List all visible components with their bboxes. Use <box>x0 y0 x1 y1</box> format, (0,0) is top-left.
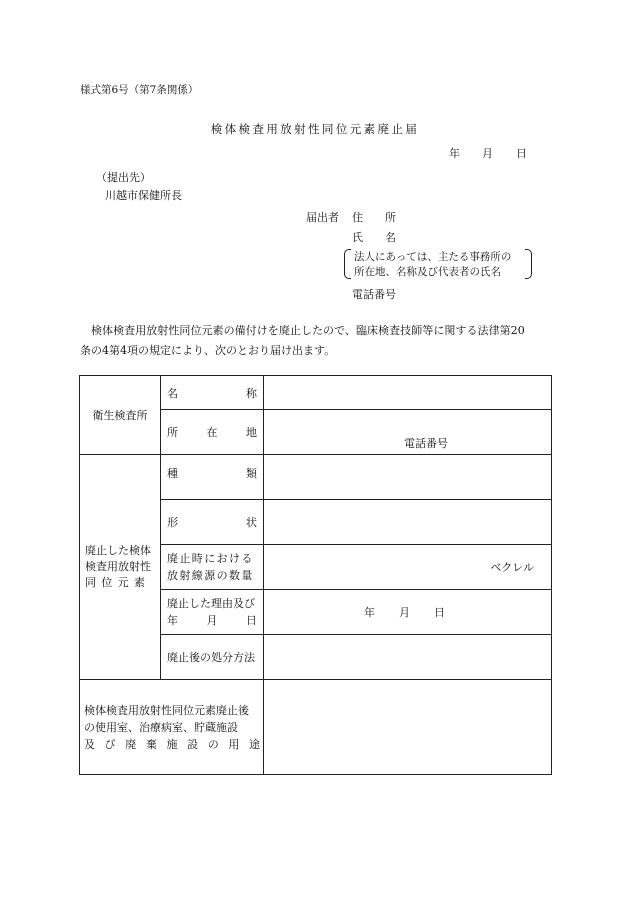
body-line-2: 条の4第4項の規定により、次のとおり届け出ます。 <box>80 344 336 357</box>
date-year-label: 年 <box>449 147 460 160</box>
notification-table <box>79 375 552 775</box>
reason-label: 廃止した理由及び 年 月 日 <box>161 590 264 635</box>
facility-use-field[interactable] <box>264 680 552 775</box>
form-number: 様式第6号（第7条関係） <box>80 84 199 96</box>
lab-section-header: 衛生検査所 <box>80 376 161 455</box>
reason-date-field[interactable] <box>264 590 552 635</box>
lab-location-label: 所 在 地 <box>161 410 264 455</box>
date-month-label: 月 <box>482 147 493 160</box>
note-line-2: 所在地、名称及び代表者の氏名 <box>354 266 501 278</box>
lab-name-label: 名 称 <box>161 376 264 410</box>
table-row <box>80 455 552 500</box>
shape-field[interactable] <box>264 500 552 545</box>
table-row <box>80 680 552 775</box>
submitter-label: 届出者 <box>306 211 339 224</box>
note-right-bracket <box>525 249 532 279</box>
disposal-field[interactable] <box>264 635 552 680</box>
body-paragraph <box>80 321 558 361</box>
reason-date: 年 月 日 <box>364 606 445 619</box>
table-row <box>80 376 552 410</box>
submitter-phone-label: 電話番号 <box>352 288 396 301</box>
corporate-note <box>344 249 532 279</box>
date-day-label: 日 <box>516 147 527 160</box>
submitter-name-label: 氏 名 <box>352 231 396 244</box>
quantity-field[interactable] <box>264 545 552 590</box>
addressee-prefix: （提出先） <box>96 171 151 184</box>
lab-name-field[interactable] <box>264 376 552 410</box>
quantity-label: 廃止時における 放射線源の数量 <box>161 545 264 590</box>
quantity-unit: ベクレル <box>490 561 534 574</box>
submitter-address-label: 住 所 <box>352 211 396 224</box>
note-left-bracket <box>344 249 351 279</box>
shape-label: 形 状 <box>161 500 264 545</box>
body-line-1: 検体検査用放射性同位元素の備付けを廃止したので、臨床検査技師等に関する法律第20 <box>91 324 525 337</box>
isotope-section-header: 廃止した検体 検査用放射性 同 位 元 素 <box>80 455 161 680</box>
lab-location-field[interactable] <box>264 410 552 455</box>
addressee-name: 川越市保健所長 <box>105 189 182 202</box>
document-title: 検体検査用放射性同位元素廃止届 <box>210 122 420 136</box>
disposal-label: 廃止後の処分方法 <box>161 635 264 680</box>
type-label: 種 類 <box>161 455 264 500</box>
type-field[interactable] <box>264 455 552 500</box>
facility-use-label: 検体検査用放射性同位元素廃止後 の使用室、治療病室、貯蔵施設 及 び 廃 棄 施 設 の 用 途 <box>80 680 264 775</box>
note-line-1: 法人にあっては、主たる事務所の <box>354 251 512 263</box>
lab-phone-label: 電話番号 <box>404 437 448 450</box>
